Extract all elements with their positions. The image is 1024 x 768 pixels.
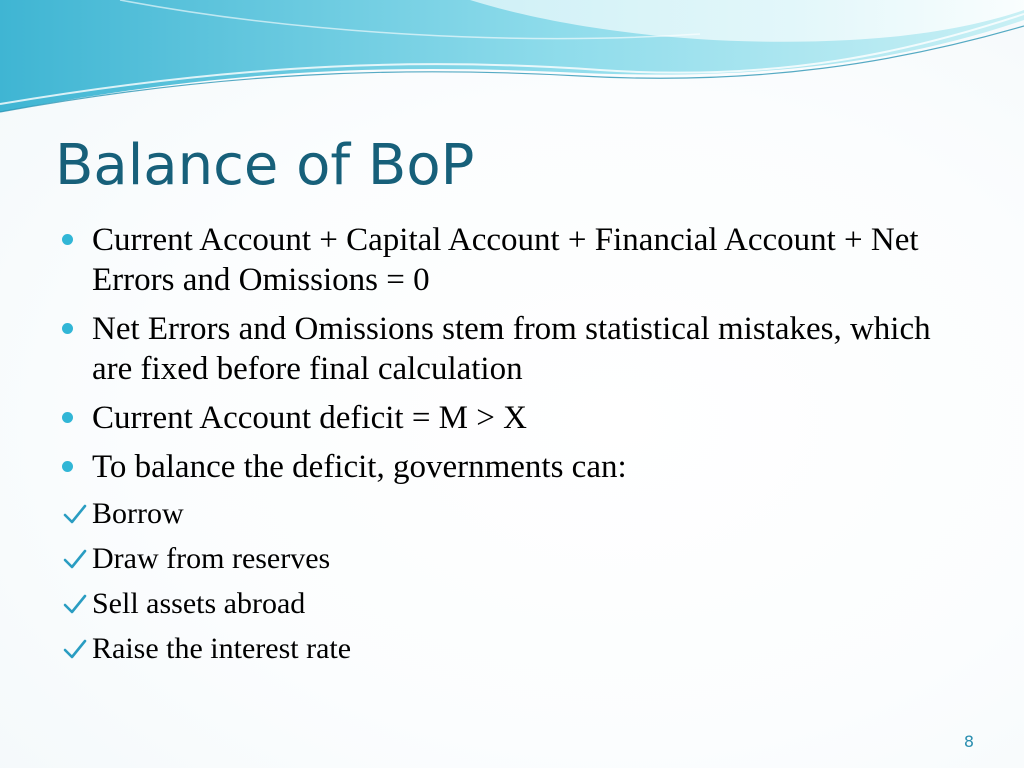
bullet-text: Net Errors and Omissions stem from statistical mistakes, which are fixed before final calculation <box>92 311 931 387</box>
checklist-text: Raise the interest rate <box>92 632 352 665</box>
checkmark-icon <box>62 638 88 660</box>
checklist-text: Borrow <box>92 497 184 530</box>
bullet-text: Current Account + Capital Account + Financial Account + Net Errors and Omissions = 0 <box>92 222 919 298</box>
checklist-item <box>62 586 962 622</box>
bullet-dot-icon <box>62 323 73 334</box>
checkmark-icon <box>62 503 88 525</box>
checklist-text: Draw from reserves <box>92 542 331 575</box>
checkmark-icon <box>62 548 88 570</box>
page-number: 8 <box>963 732 974 751</box>
slide-title: Balance of BoP <box>55 133 475 198</box>
bullet-item <box>62 220 962 300</box>
bullet-dot-icon <box>62 412 73 423</box>
bullet-item <box>62 447 962 487</box>
checklist-item <box>62 541 962 577</box>
bullet-dot-icon <box>62 461 73 472</box>
checklist-text: Sell assets abroad <box>92 587 306 620</box>
checklist-item <box>62 496 962 532</box>
bullet-list <box>62 220 962 676</box>
checkmark-icon <box>62 593 88 615</box>
header-wave-decoration <box>0 0 1024 130</box>
bullet-dot-icon <box>62 234 73 245</box>
bullet-text: To balance the deficit, governments can: <box>92 449 627 485</box>
bullet-item <box>62 309 962 389</box>
bullet-text: Current Account deficit = M > X <box>92 400 527 436</box>
checklist-item <box>62 631 962 667</box>
bullet-item <box>62 398 962 438</box>
